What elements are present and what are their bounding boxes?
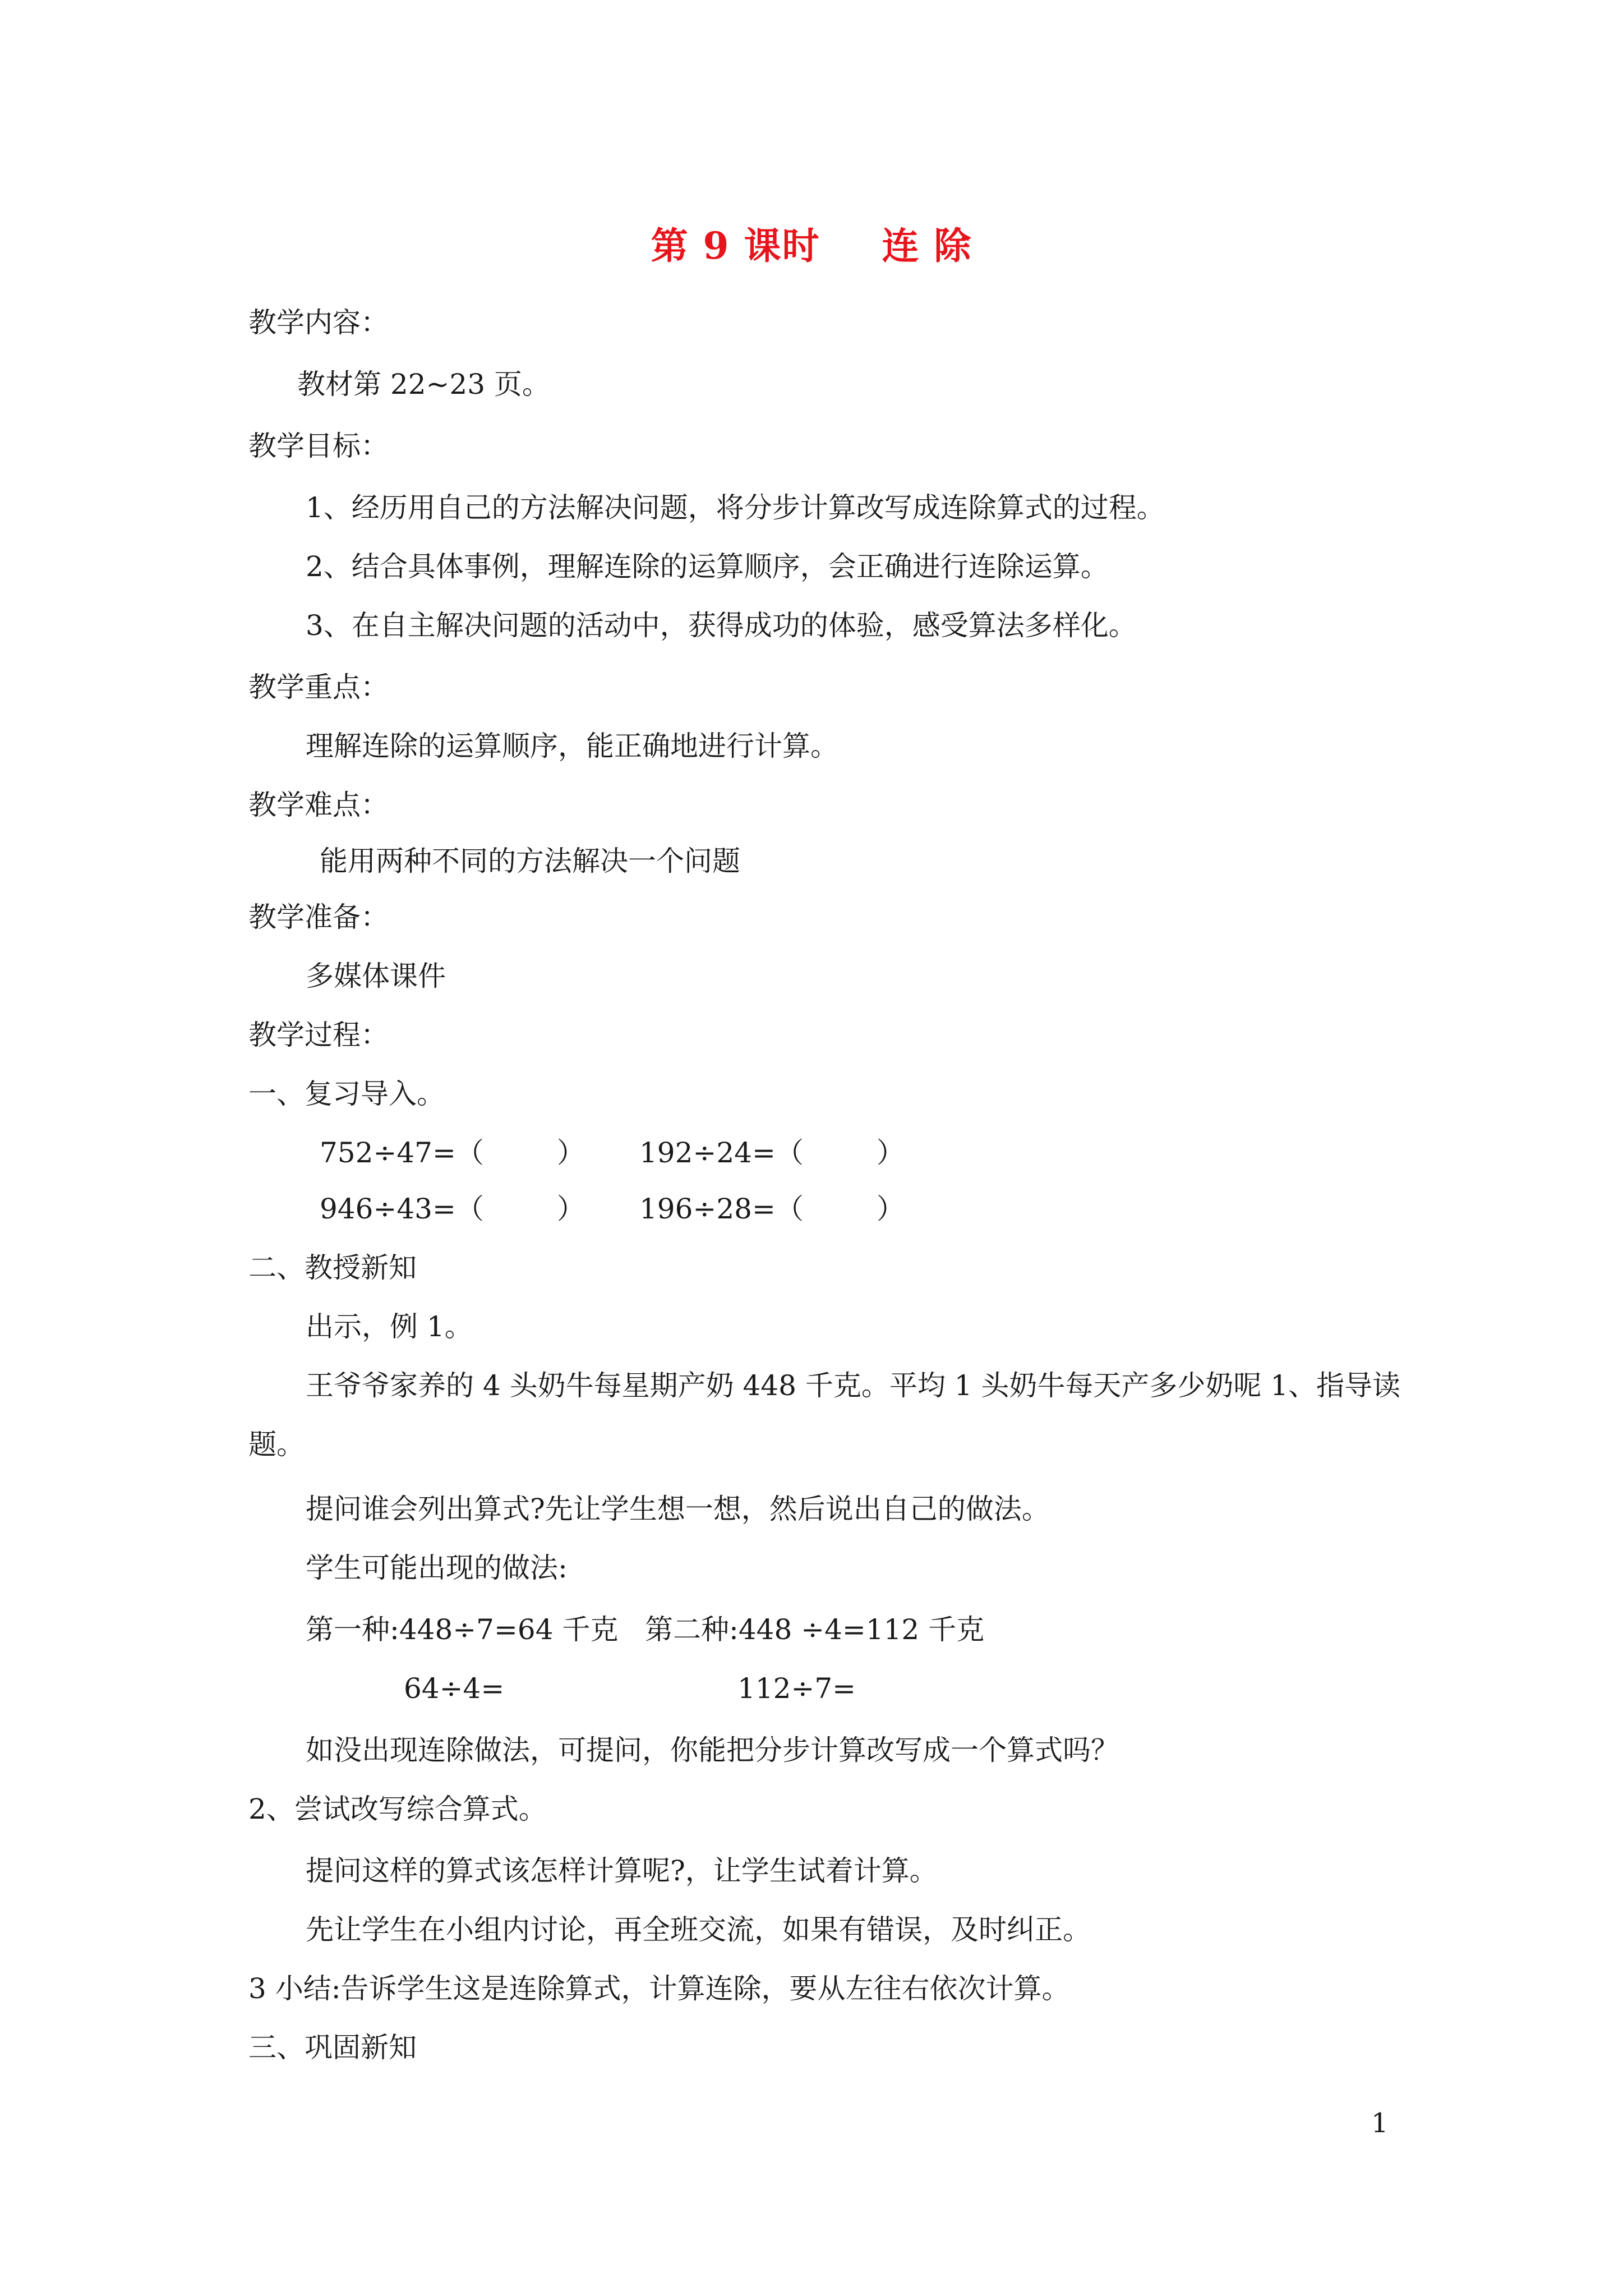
exercise-1b [639,1136,905,1170]
exercise-2a-close: ） [556,1193,585,1225]
prep-text: 多媒体课件 [306,960,446,992]
difficulty-text: 能用两种不同的方法解决一个问题 [320,845,740,877]
exercise-1b-text: 192÷24=（ [639,1137,804,1169]
possible-line: 学生可能出现的做法: [306,1552,568,1584]
exercise-2a-text: 946÷43=（ [320,1193,484,1225]
group-discuss-line: 先让学生在小组内讨论，再全班交流，如果有错误，及时纠正。 [306,1913,1091,1946]
step1-heading: 一、复习导入。 [248,1078,445,1110]
problem-line-2: 题。 [248,1428,305,1461]
ask-line: 提问谁会列出算式?先让学生想一想，然后说出自己的做法。 [306,1493,1050,1525]
exercise-1a-text: 752÷47=（ [320,1137,484,1169]
content-text: 教材第 22~23 页。 [297,368,550,401]
goal-item-2: 2、结合具体事例，理解连除的运算顺序，会正确进行连除运算。 [306,550,1109,583]
problem-line-1: 王爷爷家养的 4 头奶牛每星期产奶 448 千克。平均 1 头奶牛每天产多少奶呢 1、指导读 [306,1369,1401,1402]
exercise-2b-close: ） [876,1193,905,1225]
goal-item-3: 3、在自主解决问题的活动中，获得成功的体验，感受算法多样化。 [306,609,1137,642]
lesson-topic: 连 除 [882,224,972,268]
method-1: 第一种:448÷7=64 千克 [306,1613,619,1646]
step3-heading: 三、巩固新知 [248,2031,417,2064]
goals-heading: 教学目标： [248,430,389,462]
step2-heading: 二、教授新知 [248,1251,417,1284]
method-2: 第二种:448 ÷4=112 千克 [645,1613,985,1646]
method-1-step: 64÷4= [404,1672,505,1705]
key-text: 理解连除的运算顺序，能正确地进行计算。 [306,730,838,762]
content-heading: 教学内容： [248,306,389,339]
exercise-2a [320,1192,585,1226]
step2-2-heading: 2、尝试改写综合算式。 [248,1793,547,1825]
summary-line: 3 小结:告诉学生这是连除算式，计算连除，要从左往右依次计算。 [248,1972,1070,2005]
goal-item-1: 1、经历用自己的方法解决问题，将分步计算改写成连除算式的过程。 [306,491,1165,524]
exercise-2b-text: 196÷28=（ [639,1193,804,1225]
page-title [0,216,1623,269]
exercise-2b [639,1192,905,1226]
lesson-number: 第 9 课时 [651,224,820,268]
prep-heading: 教学准备： [248,901,389,933]
page-number: 1 [1371,2108,1389,2139]
difficulty-heading: 教学难点： [248,789,389,821]
exercise-1a [320,1136,585,1170]
show-example: 出示，例 1。 [306,1310,473,1343]
ask-calc-line: 提问这样的算式该怎样计算呢?，让学生试着计算。 [306,1855,938,1887]
method-2-step: 112÷7= [737,1672,856,1705]
process-heading: 教学过程： [248,1019,389,1051]
exercise-1b-close: ） [876,1137,905,1169]
exercise-1a-close: ） [556,1137,585,1169]
key-heading: 教学重点： [248,671,389,703]
no-chain-line: 如没出现连除做法，可提问，你能把分步计算改写成一个算式吗？ [306,1734,1119,1766]
